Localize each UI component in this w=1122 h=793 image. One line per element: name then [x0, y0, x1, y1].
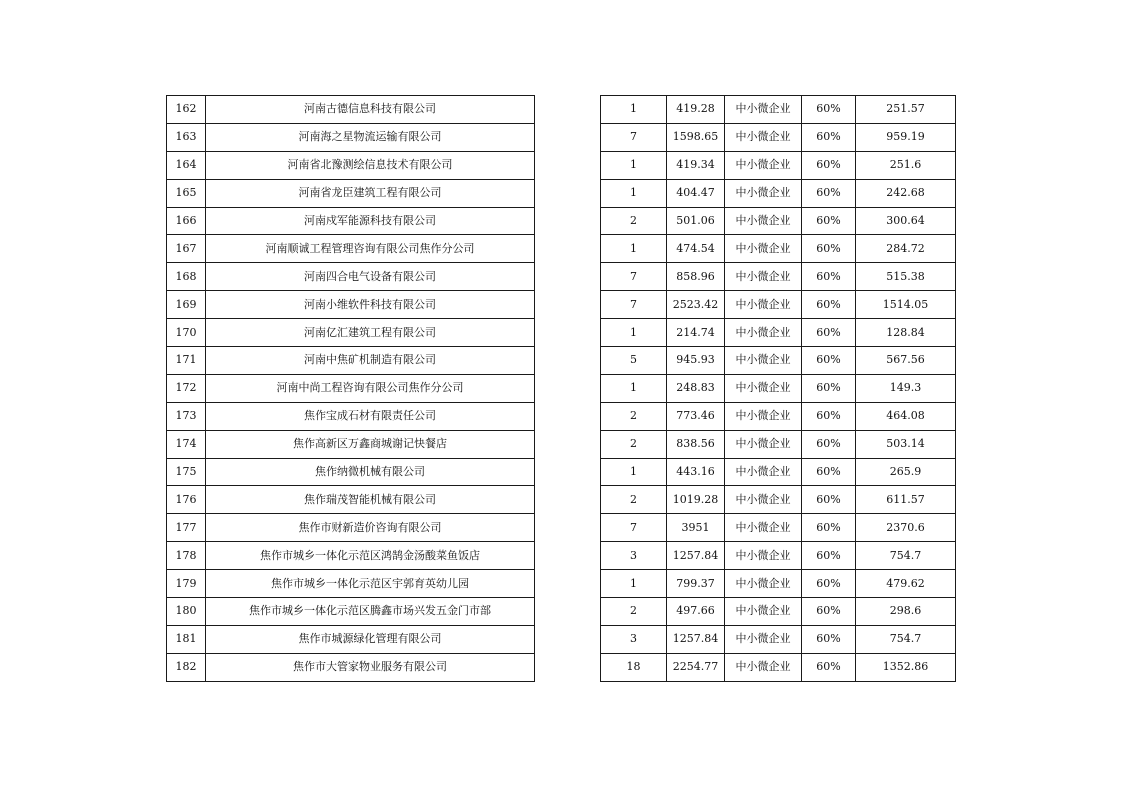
insurance-total-cell: 404.47 — [667, 179, 725, 207]
refund-amount-cell: 251.6 — [856, 151, 956, 179]
employee-count-cell: 3 — [601, 542, 667, 570]
blank-column-cell — [535, 263, 601, 291]
insurance-total-cell: 2523.42 — [667, 291, 725, 319]
company-name-cell: 河南戍军能源科技有限公司 — [206, 207, 535, 235]
blank-column-cell — [535, 207, 601, 235]
blank-column-cell — [535, 514, 601, 542]
employee-count-cell: 1 — [601, 319, 667, 347]
blank-column-cell — [535, 151, 601, 179]
company-name-cell: 焦作市城源绿化管理有限公司 — [206, 625, 535, 653]
row-number-cell: 182 — [167, 653, 206, 681]
table-row — [167, 263, 956, 291]
refund-ratio-cell: 60% — [802, 625, 856, 653]
table-row — [167, 653, 956, 681]
table-row — [167, 570, 956, 598]
insurance-total-cell: 1257.84 — [667, 542, 725, 570]
enterprise-type-cell: 中小微企业 — [725, 235, 802, 263]
blank-column-cell — [535, 625, 601, 653]
insurance-total-cell: 497.66 — [667, 598, 725, 626]
enterprise-type-cell: 中小微企业 — [725, 430, 802, 458]
company-name-cell: 河南古德信息科技有限公司 — [206, 96, 535, 124]
employee-count-cell: 1 — [601, 96, 667, 124]
employee-count-cell: 2 — [601, 486, 667, 514]
company-name-cell: 焦作市大管家物业服务有限公司 — [206, 653, 535, 681]
company-name-cell: 焦作市城乡一体化示范区鸿鹄金汤酸菜鱼饭店 — [206, 542, 535, 570]
enterprise-type-cell: 中小微企业 — [725, 486, 802, 514]
refund-ratio-cell: 60% — [802, 319, 856, 347]
enterprise-type-cell: 中小微企业 — [725, 402, 802, 430]
blank-column-cell — [535, 486, 601, 514]
insurance-total-cell: 501.06 — [667, 207, 725, 235]
company-name-cell: 河南顺诚工程管理咨询有限公司焦作分公司 — [206, 235, 535, 263]
row-number-cell: 172 — [167, 374, 206, 402]
employee-count-cell: 2 — [601, 598, 667, 626]
refund-amount-cell: 464.08 — [856, 402, 956, 430]
employee-count-cell: 2 — [601, 430, 667, 458]
enterprise-type-cell: 中小微企业 — [725, 653, 802, 681]
row-number-cell: 169 — [167, 291, 206, 319]
insurance-total-cell: 799.37 — [667, 570, 725, 598]
employee-count-cell: 7 — [601, 263, 667, 291]
refund-amount-cell: 503.14 — [856, 430, 956, 458]
company-name-cell: 焦作瑞茂智能机械有限公司 — [206, 486, 535, 514]
refund-ratio-cell: 60% — [802, 598, 856, 626]
row-number-cell: 176 — [167, 486, 206, 514]
refund-ratio-cell: 60% — [802, 179, 856, 207]
enterprise-type-cell: 中小微企业 — [725, 179, 802, 207]
refund-ratio-cell: 60% — [802, 123, 856, 151]
refund-amount-cell: 300.64 — [856, 207, 956, 235]
refund-amount-cell: 298.6 — [856, 598, 956, 626]
blank-column-cell — [535, 458, 601, 486]
refund-amount-cell: 515.38 — [856, 263, 956, 291]
company-name-cell: 河南省龙臣建筑工程有限公司 — [206, 179, 535, 207]
refund-amount-cell: 128.84 — [856, 319, 956, 347]
refund-amount-cell: 1514.05 — [856, 291, 956, 319]
employee-count-cell: 1 — [601, 458, 667, 486]
refund-amount-cell: 1352.86 — [856, 653, 956, 681]
enterprise-type-cell: 中小微企业 — [725, 96, 802, 124]
employee-count-cell: 7 — [601, 123, 667, 151]
company-name-cell: 河南四合电气设备有限公司 — [206, 263, 535, 291]
row-number-cell: 165 — [167, 179, 206, 207]
company-name-cell: 焦作市财新造价咨询有限公司 — [206, 514, 535, 542]
enterprise-type-cell: 中小微企业 — [725, 207, 802, 235]
company-name-cell: 焦作宝成石材有限责任公司 — [206, 402, 535, 430]
blank-column-cell — [535, 430, 601, 458]
row-number-cell: 167 — [167, 235, 206, 263]
blank-column-cell — [535, 123, 601, 151]
blank-column-cell — [535, 96, 601, 124]
insurance-total-cell: 1598.65 — [667, 123, 725, 151]
employee-count-cell: 1 — [601, 151, 667, 179]
blank-column-cell — [535, 179, 601, 207]
table-row — [167, 96, 956, 124]
company-name-cell: 河南亿汇建筑工程有限公司 — [206, 319, 535, 347]
enterprise-type-cell: 中小微企业 — [725, 542, 802, 570]
insurance-total-cell: 419.34 — [667, 151, 725, 179]
blank-column-cell — [535, 542, 601, 570]
table-row — [167, 514, 956, 542]
table-row — [167, 235, 956, 263]
insurance-total-cell: 248.83 — [667, 374, 725, 402]
employee-count-cell: 7 — [601, 514, 667, 542]
refund-amount-cell: 959.19 — [856, 123, 956, 151]
employee-count-cell: 3 — [601, 625, 667, 653]
row-number-cell: 179 — [167, 570, 206, 598]
company-name-cell: 焦作市城乡一体化示范区腾鑫市场兴发五金门市部 — [206, 598, 535, 626]
refund-ratio-cell: 60% — [802, 514, 856, 542]
table-row — [167, 347, 956, 375]
refund-ratio-cell: 60% — [802, 458, 856, 486]
blank-column-cell — [535, 653, 601, 681]
employee-count-cell: 1 — [601, 235, 667, 263]
refund-ratio-cell: 60% — [802, 570, 856, 598]
row-number-cell: 175 — [167, 458, 206, 486]
company-name-cell: 河南海之星物流运输有限公司 — [206, 123, 535, 151]
table-row — [167, 207, 956, 235]
company-name-cell: 焦作高新区万鑫商城谢记快餐店 — [206, 430, 535, 458]
table-row — [167, 291, 956, 319]
refund-ratio-cell: 60% — [802, 374, 856, 402]
refund-ratio-cell: 60% — [802, 291, 856, 319]
insurance-total-cell: 419.28 — [667, 96, 725, 124]
blank-column-cell — [535, 235, 601, 263]
refund-amount-cell: 754.7 — [856, 542, 956, 570]
refund-ratio-cell: 60% — [802, 653, 856, 681]
row-number-cell: 168 — [167, 263, 206, 291]
employee-count-cell: 18 — [601, 653, 667, 681]
refund-amount-cell: 149.3 — [856, 374, 956, 402]
table-row — [167, 123, 956, 151]
refund-ratio-cell: 60% — [802, 235, 856, 263]
table-row — [167, 319, 956, 347]
row-number-cell: 166 — [167, 207, 206, 235]
refund-ratio-cell: 60% — [802, 207, 856, 235]
enterprise-type-cell: 中小微企业 — [725, 598, 802, 626]
employee-count-cell: 7 — [601, 291, 667, 319]
insurance-total-cell: 1257.84 — [667, 625, 725, 653]
insurance-total-cell: 3951 — [667, 514, 725, 542]
refund-ratio-cell: 60% — [802, 151, 856, 179]
enterprise-type-cell: 中小微企业 — [725, 514, 802, 542]
refund-amount-cell: 479.62 — [856, 570, 956, 598]
blank-column-cell — [535, 570, 601, 598]
insurance-total-cell: 858.96 — [667, 263, 725, 291]
company-name-cell: 河南小维软件科技有限公司 — [206, 291, 535, 319]
refund-ratio-cell: 60% — [802, 347, 856, 375]
row-number-cell: 180 — [167, 598, 206, 626]
row-number-cell: 171 — [167, 347, 206, 375]
row-number-cell: 178 — [167, 542, 206, 570]
table-row — [167, 458, 956, 486]
insurance-total-cell: 214.74 — [667, 319, 725, 347]
insurance-total-cell: 773.46 — [667, 402, 725, 430]
insurance-total-cell: 443.16 — [667, 458, 725, 486]
refund-amount-cell: 2370.6 — [856, 514, 956, 542]
insurance-total-cell: 838.56 — [667, 430, 725, 458]
refund-ratio-cell: 60% — [802, 486, 856, 514]
table-body — [167, 96, 956, 682]
blank-column-cell — [535, 598, 601, 626]
refund-amount-cell: 251.57 — [856, 96, 956, 124]
blank-column-cell — [535, 291, 601, 319]
table-row — [167, 151, 956, 179]
table-row — [167, 430, 956, 458]
employee-count-cell: 2 — [601, 402, 667, 430]
enterprise-type-cell: 中小微企业 — [725, 151, 802, 179]
company-name-cell: 河南中焦矿机制造有限公司 — [206, 347, 535, 375]
row-number-cell: 174 — [167, 430, 206, 458]
enterprise-type-cell: 中小微企业 — [725, 263, 802, 291]
row-number-cell: 173 — [167, 402, 206, 430]
table-row — [167, 402, 956, 430]
row-number-cell: 170 — [167, 319, 206, 347]
row-number-cell: 163 — [167, 123, 206, 151]
subsidy-table — [166, 95, 956, 682]
refund-ratio-cell: 60% — [802, 96, 856, 124]
refund-ratio-cell: 60% — [802, 430, 856, 458]
table-row — [167, 542, 956, 570]
company-name-cell: 焦作纳微机械有限公司 — [206, 458, 535, 486]
refund-ratio-cell: 60% — [802, 263, 856, 291]
refund-amount-cell: 611.57 — [856, 486, 956, 514]
enterprise-type-cell: 中小微企业 — [725, 570, 802, 598]
employee-count-cell: 2 — [601, 207, 667, 235]
row-number-cell: 164 — [167, 151, 206, 179]
insurance-total-cell: 2254.77 — [667, 653, 725, 681]
row-number-cell: 181 — [167, 625, 206, 653]
employee-count-cell: 5 — [601, 347, 667, 375]
refund-amount-cell: 754.7 — [856, 625, 956, 653]
enterprise-type-cell: 中小微企业 — [725, 291, 802, 319]
company-name-cell: 河南中尚工程咨询有限公司焦作分公司 — [206, 374, 535, 402]
employee-count-cell: 1 — [601, 374, 667, 402]
table-row — [167, 486, 956, 514]
insurance-total-cell: 945.93 — [667, 347, 725, 375]
employee-count-cell: 1 — [601, 179, 667, 207]
table-row — [167, 179, 956, 207]
blank-column-cell — [535, 374, 601, 402]
table-row — [167, 374, 956, 402]
company-name-cell: 焦作市城乡一体化示范区宇郭育英幼儿园 — [206, 570, 535, 598]
blank-column-cell — [535, 319, 601, 347]
enterprise-type-cell: 中小微企业 — [725, 458, 802, 486]
refund-amount-cell: 567.56 — [856, 347, 956, 375]
insurance-total-cell: 474.54 — [667, 235, 725, 263]
insurance-total-cell: 1019.28 — [667, 486, 725, 514]
enterprise-type-cell: 中小微企业 — [725, 347, 802, 375]
refund-amount-cell: 265.9 — [856, 458, 956, 486]
employee-count-cell: 1 — [601, 570, 667, 598]
refund-ratio-cell: 60% — [802, 542, 856, 570]
blank-column-cell — [535, 347, 601, 375]
table-row — [167, 598, 956, 626]
table-row — [167, 625, 956, 653]
refund-ratio-cell: 60% — [802, 402, 856, 430]
row-number-cell: 177 — [167, 514, 206, 542]
company-name-cell: 河南省北豫测绘信息技术有限公司 — [206, 151, 535, 179]
blank-column-cell — [535, 402, 601, 430]
refund-amount-cell: 242.68 — [856, 179, 956, 207]
row-number-cell: 162 — [167, 96, 206, 124]
enterprise-type-cell: 中小微企业 — [725, 374, 802, 402]
refund-amount-cell: 284.72 — [856, 235, 956, 263]
enterprise-type-cell: 中小微企业 — [725, 123, 802, 151]
enterprise-type-cell: 中小微企业 — [725, 319, 802, 347]
enterprise-type-cell: 中小微企业 — [725, 625, 802, 653]
